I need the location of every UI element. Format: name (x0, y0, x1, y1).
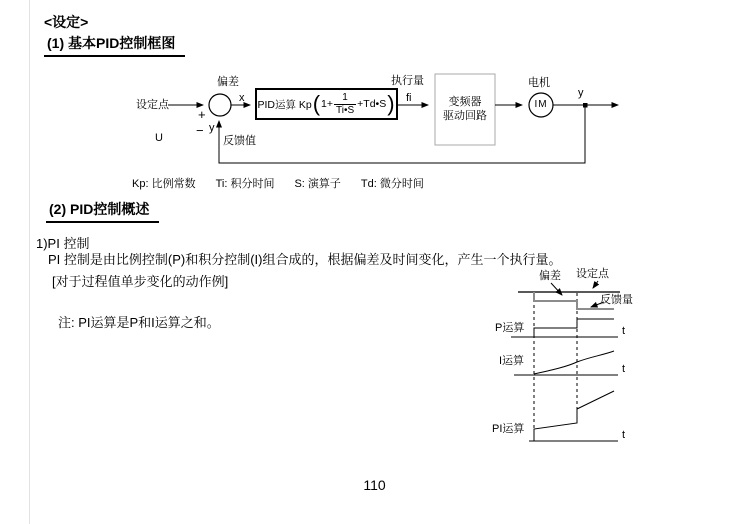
legend-td: Td: 微分时间 (360, 178, 424, 190)
pid-formula (257, 90, 396, 118)
fraction-denominator: Ti•S (336, 104, 355, 116)
bd-plus-sign: + (198, 107, 206, 122)
pi-control-body: PI 控制是由比例控制(P)和积分控制(I)组合成的，根据偏差及时间变化，产生一个执行量。 (48, 252, 562, 267)
legend-ti: Ti: 积分时间 (215, 178, 275, 190)
pi-control-item: 1)PI 控制 (36, 236, 90, 251)
bd-feedback-value-label: 反馈值 (223, 135, 256, 147)
section2-heading: (2) PID控制概述 (46, 199, 159, 223)
pi-note: 注: PI运算是P和I运算之和。 (58, 315, 220, 330)
bd-y-in-label: y (209, 122, 215, 134)
bd-im-label: IM (534, 99, 548, 110)
graph-p-op-label: P运算 (495, 322, 525, 334)
paren-open: ( (312, 91, 321, 117)
example-caption: [对于过程值单步变化的动作例] (52, 274, 229, 289)
graph-t-axis-label-1: t (622, 325, 626, 337)
legend-kp: Kp: 比例常数 (132, 178, 196, 190)
pid-formula-fraction (334, 93, 356, 116)
pid-formula-td: +Td•S (357, 98, 387, 110)
paren-close: ) (387, 91, 395, 117)
pi-operation-line (534, 391, 614, 441)
bd-fi-label: fi (406, 92, 412, 104)
p-operation-line (534, 319, 614, 337)
graph-feedback-label: 反馈量 (600, 294, 633, 306)
legend-s: S: 演算子 (294, 178, 341, 190)
graph-t-axis-label-2: t (622, 363, 626, 375)
fraction-numerator: 1 (342, 91, 348, 103)
graph-deviation-label: 偏差 (539, 270, 561, 282)
i-operation-curve (534, 351, 614, 374)
pid-formula-oneplus: 1+ (321, 98, 334, 110)
deviation-annotation-arrow (551, 283, 562, 295)
page-title: <设定> (44, 14, 89, 30)
graph-i-op-label: I运算 (499, 355, 525, 367)
bd-deviation-label: 偏差 (217, 76, 239, 88)
bd-actuating-label: 执行量 (391, 75, 424, 87)
bd-minus-sign: − (196, 123, 204, 138)
pid-formula-prefix: PID运算 Kp (257, 98, 312, 111)
page-number: 110 (363, 477, 386, 493)
graph-setpoint-label: 设定点 (576, 268, 609, 280)
bd-motor-label: 电机 (528, 77, 550, 89)
pid-constants-legend (132, 175, 424, 191)
bd-setpoint-label: 设定点 (136, 99, 169, 111)
summing-junction-circle (209, 94, 231, 116)
inverter-line2: 驱动回路 (443, 109, 487, 122)
bd-x-label: x (239, 92, 245, 104)
setpoint-annotation-arrow (593, 281, 598, 288)
bd-y-out-label: y (578, 87, 584, 99)
graph-t-axis-label-3: t (622, 429, 626, 441)
section1-heading: (1) 基本PID控制框图 (44, 33, 185, 57)
bd-u-label: U (155, 132, 163, 144)
graph-pi-op-label: PI运算 (492, 423, 525, 435)
inverter-line1: 变频器 (448, 95, 482, 108)
inverter-block-text (435, 74, 495, 145)
